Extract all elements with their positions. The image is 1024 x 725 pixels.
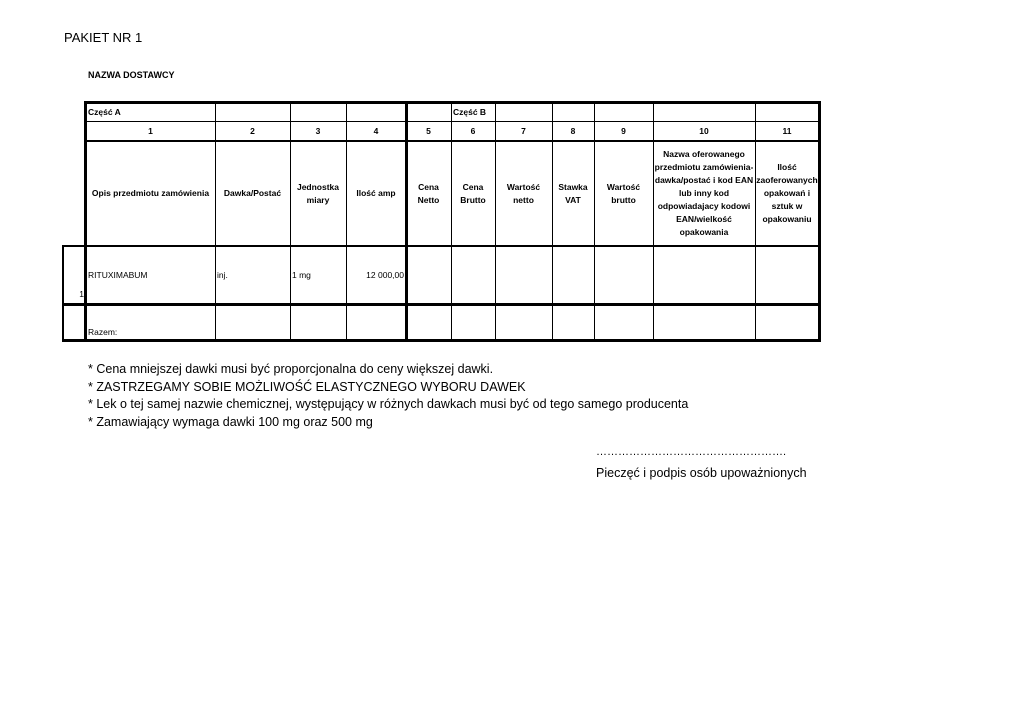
col-number-1: 1 xyxy=(148,126,153,136)
col-number-5: 5 xyxy=(426,126,431,136)
signature-line: ……………………………………………. xyxy=(596,446,787,458)
col-header-dose: Dawka/Postać xyxy=(223,188,282,198)
row-unit: 1 mg xyxy=(292,269,311,280)
col-number-4: 4 xyxy=(373,126,379,136)
col-divider xyxy=(290,103,291,340)
table-right-border xyxy=(818,101,821,342)
table-bottom-border xyxy=(62,339,821,342)
col-divider xyxy=(755,103,756,340)
row-divider xyxy=(62,303,820,306)
col-divider xyxy=(451,103,452,340)
row-description: RITUXIMABUM xyxy=(88,269,148,280)
col-header-unit: Jednostka miary xyxy=(296,181,340,205)
col-header-quantity: Ilość amp xyxy=(356,188,396,198)
part-b-label: Część B xyxy=(453,107,487,117)
col-number-11: 11 xyxy=(782,126,792,136)
col-divider xyxy=(552,103,553,340)
col-divider xyxy=(653,103,654,340)
note-item: * Lek o tej samej nazwie chemicznej, występujący w różnych dawkach musi być od tego samego producenta xyxy=(88,397,689,411)
row-dose: inj. xyxy=(217,269,228,280)
note-item: * ZASTRZEGAMY SOBIE MOŻLIWOŚĆ ELASTYCZNEGO WYBORU DAWEK xyxy=(88,379,526,394)
page-title: PAKIET NR 1 xyxy=(64,30,143,45)
col-number-6: 6 xyxy=(470,126,476,136)
lp-left-border xyxy=(62,245,64,342)
col-divider xyxy=(594,103,595,340)
row-quantity: 12 000,00 xyxy=(366,269,404,280)
row-divider xyxy=(86,121,820,122)
total-label: Razem: xyxy=(88,326,118,337)
row-divider xyxy=(62,245,820,247)
col-number-2: 2 xyxy=(250,126,255,136)
row-lp: 1 xyxy=(79,288,84,299)
col-divider xyxy=(346,103,347,340)
col-header-gross-price: Cena Brutto xyxy=(460,181,486,205)
note-item: * Zamawiający wymaga dawki 100 mg oraz 500 mg xyxy=(88,414,373,429)
col-number-9: 9 xyxy=(621,126,626,136)
notes-list xyxy=(88,361,688,431)
supplier-label: NAZWA DOSTAWCY xyxy=(88,70,175,80)
col-number-10: 10 xyxy=(699,126,709,136)
part-a-label: Część A xyxy=(88,107,121,117)
col-header-net-value: Wartość netto xyxy=(506,181,541,205)
col-number-3: 3 xyxy=(315,126,321,136)
table-left-border xyxy=(84,101,87,342)
col-divider xyxy=(495,103,496,340)
signature-label: Pieczęć i podpis osób upoważnionych xyxy=(596,466,807,480)
col-header-offered-item: Nazwa oferowanego przedmiotu zamówienia-dawka/postać i kod EAN lub inny kod odpowiadajacy kodowi EAN/wielkość opakowania xyxy=(654,149,754,237)
note-item: * Cena mniejszej dawki musi być proporcjonalna do ceny większej dawki. xyxy=(88,362,494,376)
col-header-gross-value: Wartość brutto xyxy=(606,181,641,205)
col-number-8: 8 xyxy=(570,126,576,136)
col-header-description: Opis przedmiotu zamówienia xyxy=(91,188,210,198)
row-divider xyxy=(86,140,820,142)
col-divider-thick xyxy=(405,103,408,340)
col-header-offered-packages: Ilość zaoferowanych opakowań i sztuk w opakowaniu xyxy=(756,162,818,224)
col-number-7: 7 xyxy=(521,126,526,136)
table-top-border xyxy=(84,101,820,104)
col-header-vat-rate: Stawka VAT xyxy=(558,181,588,205)
col-divider xyxy=(215,103,216,340)
col-header-net-price: Cena Netto xyxy=(417,181,440,205)
